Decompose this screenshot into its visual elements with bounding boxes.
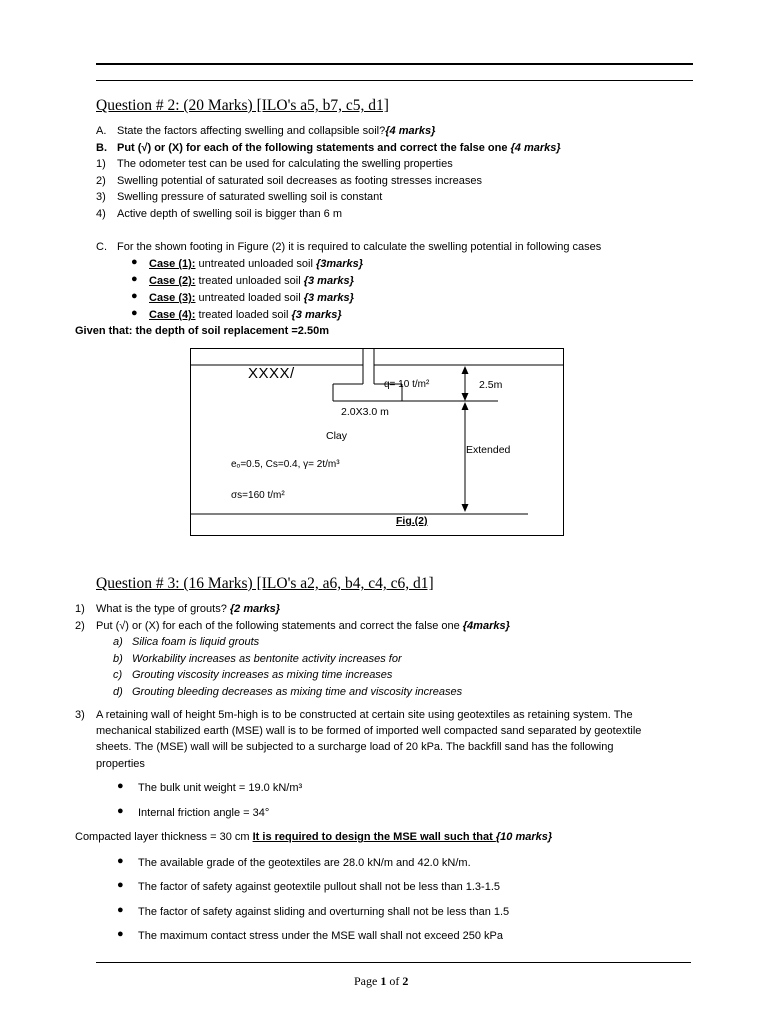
q2-case <box>149 257 363 271</box>
q3-item-3-line: sheets. The (MSE) wall will be subjected to a surcharge load of 20 kPa. The backfill sand has the following <box>96 741 614 753</box>
statement-number: 4) <box>96 208 106 220</box>
bullet-icon: ● <box>117 855 124 867</box>
bullet-icon: ● <box>117 805 124 817</box>
of-word: of <box>386 974 403 988</box>
item-text: Put (√) or (X) for each of the following statements and correct the false one <box>96 620 463 632</box>
footer-rule <box>96 962 691 963</box>
arrow-up-icon <box>462 402 469 410</box>
q2-item-b-label: B. <box>96 142 107 154</box>
q2-statement <box>96 207 342 221</box>
case-text: treated unloaded soil <box>195 275 304 287</box>
case-label: Case (1): <box>149 258 196 270</box>
item-number: 1) <box>75 603 85 615</box>
soil-properties-label: eₒ=0.5, Cs=0.4, γ= 2t/m³ <box>231 459 340 470</box>
q2-item-c <box>96 240 601 254</box>
statement-number: 1) <box>96 158 106 170</box>
bullet-icon: ● <box>131 290 138 302</box>
bullet-icon: ● <box>117 928 124 940</box>
q2-given: Given that: the depth of soil replacement =2.50m <box>75 325 329 337</box>
bullet-icon: ● <box>117 780 124 792</box>
q2-item-b <box>96 141 561 155</box>
q3-sub-item <box>113 652 402 666</box>
sub-item-label: d) <box>113 686 123 698</box>
item-marks: {4marks} <box>462 620 510 632</box>
q2-case <box>149 291 354 305</box>
q2-case <box>149 274 354 288</box>
item-marks: {2 marks} <box>229 603 281 615</box>
q2-statement <box>96 157 453 171</box>
statement-text: Swelling potential of saturated soil decreases as footing stresses increases <box>117 175 483 187</box>
q2-statement <box>96 174 482 188</box>
q3-item-3-line: mechanical stabilized earth (MSE) wall is to be formed of imported well compacted sand separated by geotextile <box>96 725 642 737</box>
q2-item-b-text: Put (√) or (X) for each of the following statements and correct the false one <box>117 142 511 154</box>
q3-sub-item <box>113 668 392 682</box>
q2-case <box>149 308 342 322</box>
sub-item-text: Silica foam is liquid grouts <box>132 636 260 648</box>
case-text: untreated loaded soil <box>195 292 304 304</box>
depth-label: 2.5m <box>479 379 503 391</box>
case-marks: {3 marks} <box>303 292 354 304</box>
q3-item-3-number: 3) <box>75 709 85 721</box>
figure-2 <box>190 348 564 536</box>
sub-item-label: a) <box>113 636 123 648</box>
q3-requirement: The factor of safety against sliding and overturning shall not be less than 1.5 <box>138 906 510 918</box>
page-number <box>354 974 408 989</box>
header-rule-thin <box>96 80 693 81</box>
q3-item-3-line: A retaining wall of height 5m-high is to be constructed at certain site using geotextiles as retaining system. The <box>96 709 633 721</box>
compacted-requirement: It is required to design the MSE wall such that <box>252 831 496 843</box>
footing-size-label: 2.0X3.0 m <box>341 406 389 418</box>
bullet-icon: ● <box>131 307 138 319</box>
q3-item-2 <box>75 619 510 633</box>
page-total: 2 <box>402 974 409 988</box>
q2-item-c-label: C. <box>96 241 107 253</box>
footing-diagram <box>190 348 564 536</box>
case-marks: {3 marks} <box>291 309 342 321</box>
q2-item-a-marks: {4 marks} <box>385 125 436 137</box>
q3-item-1 <box>75 602 280 616</box>
bullet-icon: ● <box>131 256 138 268</box>
case-text: untreated unloaded soil <box>195 258 316 270</box>
sub-item-text: Grouting viscosity increases as mixing time increases <box>132 669 393 681</box>
q3-requirement: The maximum contact stress under the MSE wall shall not exceed 250 kPa <box>138 930 504 942</box>
question-2-title: Question # 2: (20 Marks) [ILO's a5, b7, c5, d1] <box>96 97 389 114</box>
sub-item-text: Grouting bleeding decreases as mixing time and viscosity increases <box>132 686 463 698</box>
statement-text: The odometer test can be used for calculating the swelling properties <box>117 158 453 170</box>
case-label: Case (4): <box>149 309 196 321</box>
statement-text: Active depth of swelling soil is bigger than 6 m <box>117 208 343 220</box>
q3-sub-item <box>113 635 259 649</box>
compacted-text: Compacted layer thickness = 30 cm <box>75 831 253 843</box>
figure-caption: Fig.(2) <box>396 515 428 527</box>
bullet-icon: ● <box>117 879 124 891</box>
stress-label: σs=160 t/m² <box>231 490 285 501</box>
q2-item-b-marks: {4 marks} <box>510 142 561 154</box>
item-text: What is the type of grouts? <box>96 603 230 615</box>
item-number: 2) <box>75 620 85 632</box>
case-text: treated loaded soil <box>195 309 292 321</box>
q3-item-3-line: properties <box>96 758 145 770</box>
q2-statement <box>96 190 382 204</box>
sub-item-label: b) <box>113 653 123 665</box>
q3-property: The bulk unit weight = 19.0 kN/m³ <box>138 782 303 794</box>
q2-item-a-text: State the factors affecting swelling and collapsible soil? <box>117 125 386 137</box>
statement-number: 2) <box>96 175 106 187</box>
sub-item-text: Workability increases as bentonite activity increases for <box>132 653 402 665</box>
load-label: q= 10 t/m² <box>384 379 430 390</box>
statement-number: 3) <box>96 191 106 203</box>
q3-sub-item <box>113 685 462 699</box>
bullet-icon: ● <box>131 273 138 285</box>
sub-item-label: c) <box>113 669 123 681</box>
case-label: Case (2): <box>149 275 196 287</box>
case-marks: {3 marks} <box>303 275 354 287</box>
q3-compacted-layer <box>75 830 552 844</box>
soil-label: Clay <box>326 430 348 442</box>
q3-requirement: The available grade of the geotextiles are 28.0 kN/m and 42.0 kN/m. <box>138 857 471 869</box>
ground-hatch: XXXX/ <box>248 365 295 382</box>
case-marks: {3marks} <box>315 258 364 270</box>
header-rule-thick <box>96 63 693 65</box>
q2-item-a-label: A. <box>96 125 107 137</box>
arrow-down-icon <box>462 393 469 401</box>
bullet-icon: ● <box>117 904 124 916</box>
q2-item-a <box>96 124 435 138</box>
q3-requirement: The factor of safety against geotextile pullout shall not be less than 1.3-1.5 <box>138 881 501 893</box>
extended-label: Extended <box>466 444 511 456</box>
page-word: Page <box>354 974 381 988</box>
page-current: 1 <box>380 974 387 988</box>
question-3-title: Question # 3: (16 Marks) [ILO's a2, a6, b4, c4, c6, d1] <box>96 575 434 592</box>
q3-property: Internal friction angle = 34° <box>138 807 270 819</box>
arrow-up-icon <box>462 366 469 374</box>
case-label: Case (3): <box>149 292 196 304</box>
q2-item-c-text: For the shown footing in Figure (2) it is required to calculate the swelling potential in following cases <box>117 241 602 253</box>
arrow-down-icon <box>462 504 469 512</box>
statement-text: Swelling pressure of saturated swelling soil is constant <box>117 191 383 203</box>
compacted-marks: {10 marks} <box>495 831 553 843</box>
